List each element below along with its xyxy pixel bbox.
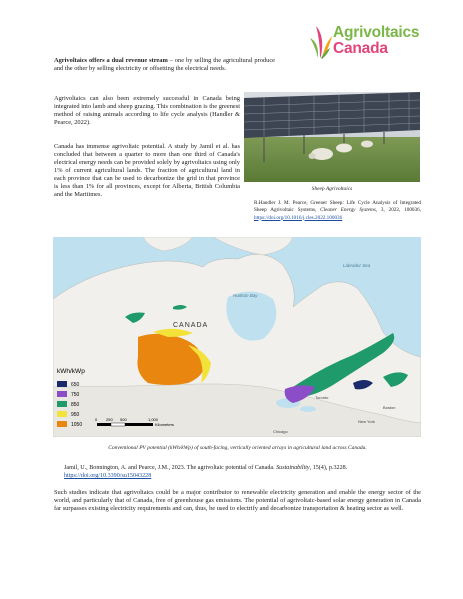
sheep-paragraph: Agrivoltaics can also been extremely successful in Canada being integrated into lamb and sheep grazing. This combination is the greenest method of raising animals according to life cycle analysis (Handler & Pearce, 2022). [54, 95, 240, 127]
scale-label-500: 500 [120, 417, 127, 422]
conclusion-paragraph: Such studies indicate that agrivoltaics could be a major contributor to renewable electricity generation and enable the energy sector of the world, and particularly that of Canada, free of greenhouse gas emissions. The potential of agrivoltaic-based solar energy generation in Canada far surpasses existing electricity requirements and can, thus, be used to electrify and decarbonize transportation & heating sector as well. [54, 489, 421, 513]
scale-label-0: 0 [95, 417, 98, 422]
photo-caption: Sheep Agrivoltaics [311, 186, 353, 192]
potential-paragraph: Canada has immense agrivoltaic potential. A study by Jamil et al. has concluded that between a quarter to more than one third of Canada's electrical energy needs can be provided solely by agrivoltaics using only 1% of current agricultural lands. The fraction of agricultural land in each province that can be used to decarbonize the grid in that province is less than 1% for all provinces, except for Alberta, British Columbia and the Maritimes. [54, 143, 240, 199]
intro-paragraph [54, 57, 275, 73]
legend-label-650: 650 [71, 382, 80, 388]
intro-rest: – one by selling the agricultural produce and the other by selling electricity or offsetting the electrical needs. [54, 57, 275, 73]
intro-lead: Agrivoltaics offers a dual revenue stream [54, 57, 168, 64]
map-label-new-york: New York [358, 419, 375, 424]
legend-swatch-850 [57, 401, 67, 407]
ref2-journal: Sustainability [276, 465, 310, 471]
ref2-details: , 15(4), p.3228. [309, 465, 348, 471]
map-label-labrador-sea: Labrador Sea [343, 263, 371, 268]
scale-label-250: 250 [106, 417, 113, 422]
ref1-text: R.Handler J. M. Pearce, Greener Sheep: Life Cycle Analysis of Integrated Sheep Agrivoltaic Systems, [254, 200, 421, 214]
logo-line2: Canada [333, 40, 388, 57]
map-label-canada: CANADA [173, 322, 209, 329]
legend-swatch-1050 [57, 421, 67, 427]
legend-label-750: 750 [71, 392, 80, 398]
scale-label-1000: 1,000 [148, 417, 159, 422]
ref1-details: , 3, 2022, 100036, [375, 207, 421, 214]
canada-pv-potential-map [53, 237, 421, 437]
legend-label-1050: 1050 [71, 422, 83, 428]
map-label-chicago: Chicago [273, 429, 288, 434]
reference-jamil [64, 464, 421, 480]
legend-label-950: 950 [71, 412, 80, 418]
sheep-agrivoltaics-photo [244, 92, 420, 182]
ref2-text: Jamil, U., Bonnington, A. and Pearce, J.M., 2023. The agrivoltaic potential of Canada. [64, 465, 277, 471]
map-caption: Conventional PV potential (kWh/kWp) of south-facing, vertically oriented arrays in agricultural land across Canada. [108, 445, 367, 451]
map-label-boston: Boston [383, 405, 396, 410]
legend-swatch-650 [57, 381, 67, 387]
ref1-doi-link[interactable]: https://doi.org/10.1016/j.cles.2022.100036 [254, 214, 343, 221]
map-label-toronto: Toronto [315, 395, 329, 400]
legend-swatch-750 [57, 391, 67, 397]
reference-handler-pearce [254, 200, 421, 222]
leaf-icon [310, 26, 332, 59]
map-label-hudson-bay: Hudson Bay [233, 293, 258, 298]
legend-title: kWh/kWp [57, 368, 85, 375]
legend-label-850: 850 [71, 402, 80, 408]
ref2-doi-link[interactable]: https://doi.org/10.3390/su15043228 [64, 473, 152, 479]
scale-label-unit: Kilometers [155, 422, 174, 427]
logo-line1: Agrivoltaics [333, 24, 420, 41]
ref1-journal: Cleaner Energy Systems [320, 207, 376, 214]
legend-swatch-950 [57, 411, 67, 417]
